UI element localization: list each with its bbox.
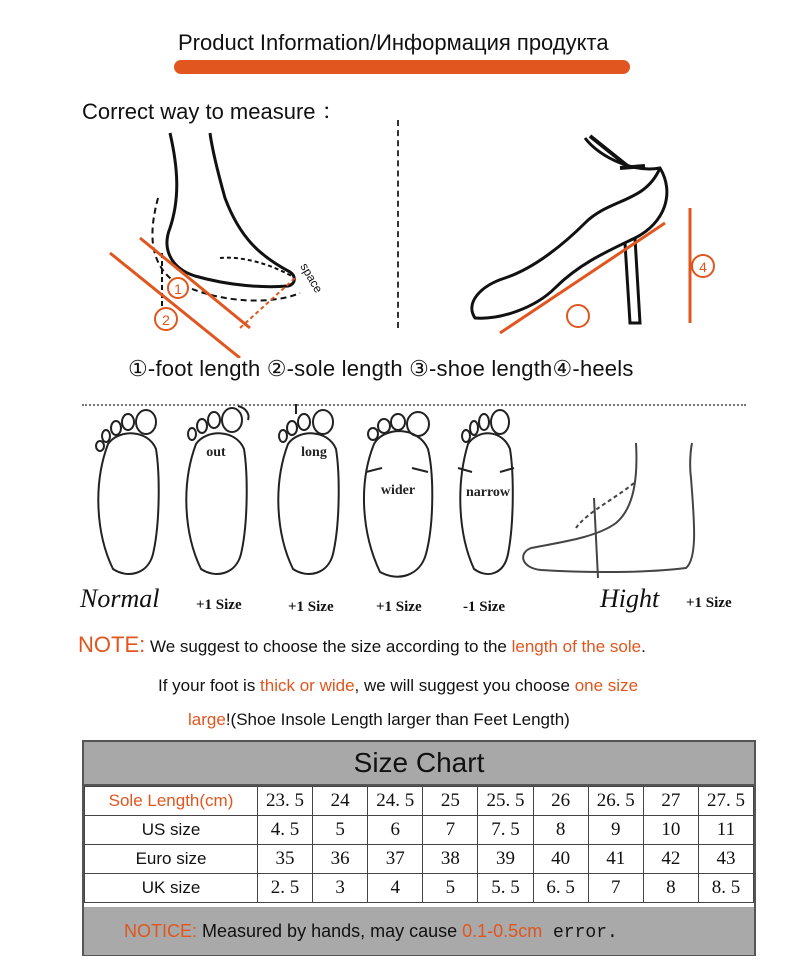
size-chart-cell: 11 (698, 816, 753, 845)
size-chart-row (85, 845, 754, 874)
measure-heading: Correct way to measure ： (82, 99, 344, 124)
size-chart-cell: 6 (368, 816, 423, 845)
size-chart-cell: 8 (643, 874, 698, 903)
size-chart-cell: 2. 5 (258, 874, 313, 903)
size-chart-cell: 35 (258, 845, 313, 874)
caption-normal: Normal (80, 584, 160, 613)
sole-length-marker: 2 (162, 312, 170, 328)
wider-foot-illustration (356, 404, 440, 579)
note3-text-b: !(Shoe Insole Length larger than Feet Length) (225, 710, 570, 729)
size-chart-cell: 7. 5 (478, 816, 533, 845)
high-instep-foot-illustration (516, 438, 706, 583)
title-underline-bar (174, 60, 630, 74)
size-chart-cell: 41 (588, 845, 643, 874)
caption-narrow-size: -1 Size (463, 599, 506, 615)
size-chart-cell: 42 (643, 845, 698, 874)
note-highlight-sole: length of the sole (511, 637, 642, 656)
note-line-3 (188, 710, 570, 730)
size-chart-title: Size Chart (84, 742, 754, 786)
size-chart-cell: 7 (588, 874, 643, 903)
size-chart-cell: 24. 5 (368, 787, 423, 816)
notice-text: Measured by hands, may cause (197, 921, 463, 941)
diagram-divider (397, 120, 399, 328)
note3-highlight-large: large (188, 710, 226, 729)
note-label: NOTE: (78, 632, 146, 657)
wider-marker: wider (380, 483, 416, 498)
size-chart-cell: 25 (423, 787, 478, 816)
size-chart-cell: 6. 5 (533, 874, 588, 903)
normal-foot-illustration (88, 404, 168, 579)
size-chart-cell: 10 (643, 816, 698, 845)
caption-wider-size: +1 Size (376, 599, 422, 615)
size-chart-cell: 38 (423, 845, 478, 874)
size-chart-cell: 24 (313, 787, 368, 816)
narrow-foot-illustration (446, 404, 526, 579)
heel-marker: 4 (699, 259, 707, 275)
caption-hight-size: +1 Size (686, 595, 732, 611)
size-chart-row-label: Sole Length(cm) (85, 787, 258, 816)
note2-highlight-wide: thick or wide (260, 676, 355, 695)
size-chart-cell: 4 (368, 874, 423, 903)
out-marker: out (206, 445, 226, 460)
size-chart-cell: 27 (643, 787, 698, 816)
note-text-a: We suggest to choose the size according to the (145, 637, 512, 656)
size-chart-cell: 5. 5 (478, 874, 533, 903)
foot-length-marker: 1 (174, 281, 182, 297)
size-chart-cell: 26. 5 (588, 787, 643, 816)
measure-legend: ①-foot length ②-sole length ③-shoe length④-heels (128, 356, 634, 381)
size-chart-cell: 26 (533, 787, 588, 816)
size-chart-cell: 23. 5 (258, 787, 313, 816)
note-line-2 (158, 676, 638, 696)
size-chart-cell: 36 (313, 845, 368, 874)
size-chart (82, 740, 756, 956)
size-chart-row-label: Euro size (85, 845, 258, 874)
notice-error: error. (542, 923, 618, 943)
size-chart-cell: 27. 5 (698, 787, 753, 816)
long-marker: long (301, 445, 327, 460)
size-chart-row (85, 816, 754, 845)
notice-label: NOTICE: (124, 921, 198, 941)
note-line-1 (78, 632, 646, 658)
out-foot-illustration (176, 404, 256, 579)
size-chart-row-label: US size (85, 816, 258, 845)
size-chart-cell: 3 (313, 874, 368, 903)
size-chart-cell: 4. 5 (258, 816, 313, 845)
note2-text-a: If your foot is (158, 676, 261, 695)
size-chart-cell: 43 (698, 845, 753, 874)
size-chart-table (84, 786, 754, 903)
size-chart-notice (84, 907, 754, 955)
note-text-c: . (641, 637, 646, 656)
size-chart-cell: 8 (533, 816, 588, 845)
space-label: space (297, 260, 326, 296)
caption-out-size: +1 Size (196, 597, 242, 613)
size-chart-cell: 25. 5 (478, 787, 533, 816)
note2-highlight-size: one size (574, 676, 639, 695)
size-chart-cell: 5 (313, 816, 368, 845)
size-chart-cell: 40 (533, 845, 588, 874)
long-foot-illustration (268, 404, 348, 579)
shoe-measure-illustration (460, 128, 730, 343)
size-chart-cell: 9 (588, 816, 643, 845)
size-chart-row-label: UK size (85, 874, 258, 903)
caption-hight: Hight (600, 584, 660, 613)
size-chart-cell: 39 (478, 845, 533, 874)
notice-range: 0.1-0.5cm (462, 921, 543, 941)
size-chart-row (85, 787, 754, 816)
size-chart-row (85, 874, 754, 903)
foot-measure-illustration (100, 128, 340, 358)
size-chart-cell: 5 (423, 874, 478, 903)
size-chart-cell: 8. 5 (698, 874, 753, 903)
caption-long-size: +1 Size (288, 599, 334, 615)
size-chart-cell: 37 (368, 845, 423, 874)
size-chart-cell: 7 (423, 816, 478, 845)
page-title: Product Information/Информация продукта (178, 30, 609, 55)
narrow-marker: narrow (465, 485, 511, 500)
note2-text-c: , we will suggest you choose (354, 676, 575, 695)
